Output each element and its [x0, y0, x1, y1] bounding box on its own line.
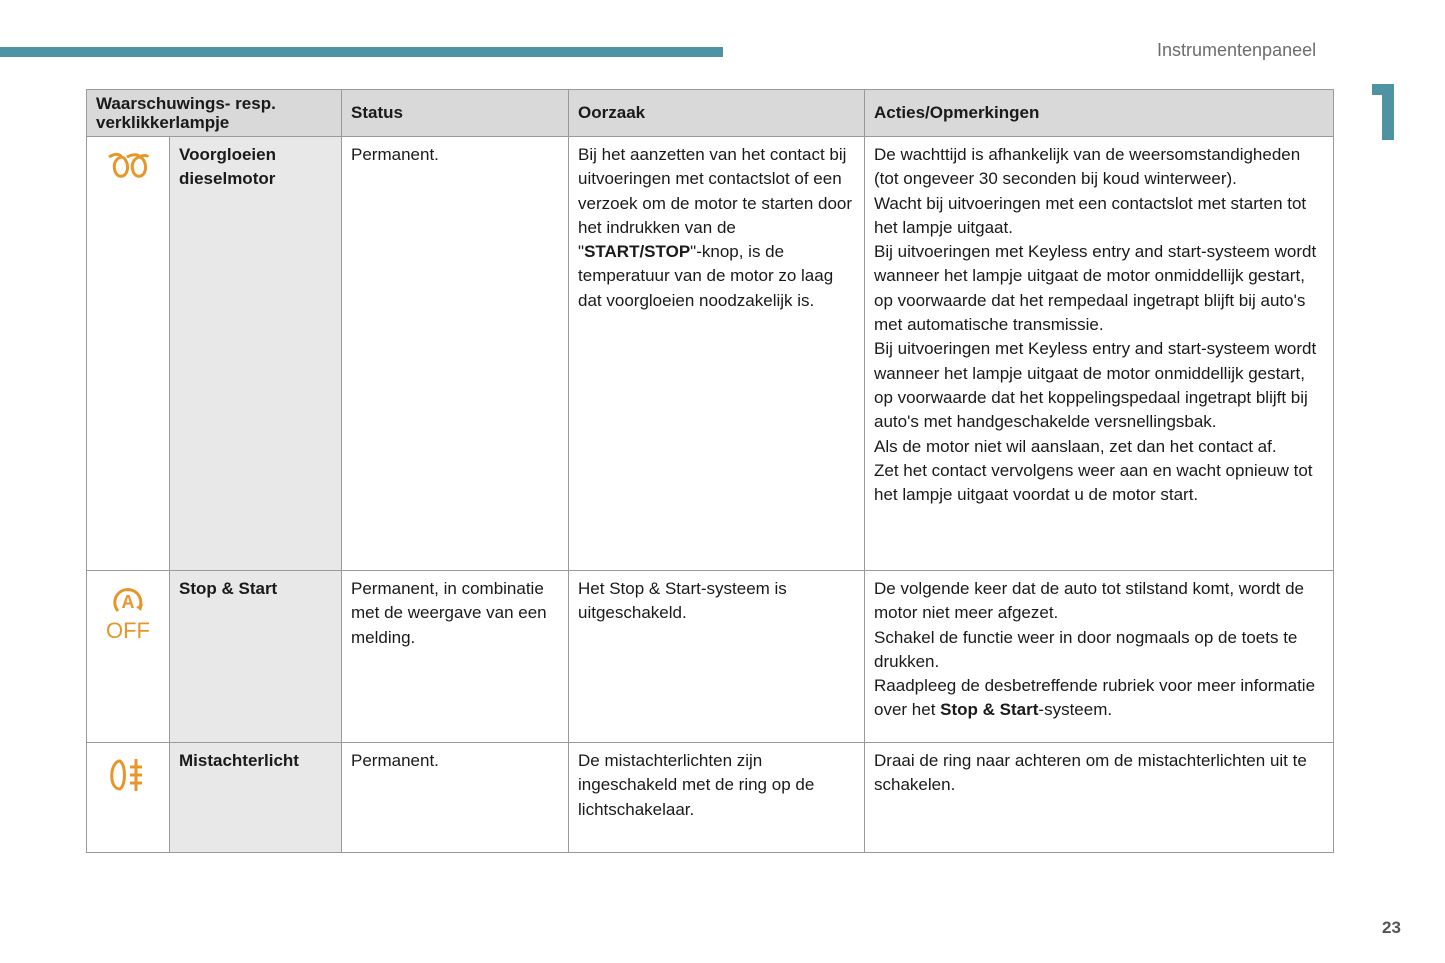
lamp-name: Mistachterlicht: [170, 743, 342, 853]
text-segment: Zet het contact vervolgens weer aan en wacht opnieuw tot het lampje uitgaat voordat u de motor start.: [874, 460, 1313, 505]
column-header-cause: Oorzaak: [569, 90, 865, 137]
svg-text:A: A: [121, 592, 135, 612]
text-segment: De volgende keer dat de auto tot stilstand komt, wordt de motor niet meer afgezet.: [874, 579, 1304, 623]
paragraph: [874, 626, 1324, 675]
paragraph: [351, 749, 559, 773]
stop-start-off-icon: [87, 571, 170, 743]
paragraph: [874, 435, 1324, 459]
lamp-name: Stop & Start: [170, 571, 342, 743]
actions-cell: [865, 743, 1334, 853]
paragraph: [874, 577, 1324, 626]
table-row: [87, 137, 1334, 571]
text-segment: Draai de ring naar achteren om de mistachterlichten uit te schakelen.: [874, 751, 1307, 795]
column-header-status: Status: [342, 90, 569, 137]
paragraph: [874, 674, 1324, 723]
text-segment: Bij het aanzetten van het contact bij uitvoeringen met contactslot of een verzoek om de motor te starten door het indrukken van de ": [578, 145, 853, 262]
lamp-name: Voorgloeien dieselmotor: [170, 137, 342, 571]
warning-lights-table: [86, 89, 1334, 853]
cause-cell: [569, 571, 865, 743]
column-header-lamp: Waarschuwings- resp. verklikkerlampje: [87, 90, 342, 137]
glow-plug-icon: [87, 137, 170, 571]
rear-fog-light-icon: [87, 743, 170, 853]
paragraph: [578, 749, 855, 822]
table-row: [87, 571, 1334, 743]
paragraph: [578, 143, 855, 313]
status-cell: [342, 137, 569, 571]
paragraph: [874, 749, 1324, 798]
text-segment: De mistachterlichten zijn ingeschakeld met de ring op de lichtschakelaar.: [578, 751, 815, 819]
paragraph: [874, 192, 1324, 241]
paragraph: [351, 577, 559, 650]
text-segment: START/STOP: [584, 242, 691, 262]
text-segment: Raadpleeg de desbetreffende rubriek voor meer informatie over het: [874, 676, 1316, 720]
text-segment: Het Stop & Start-systeem is uitgeschakeld.: [578, 579, 787, 623]
actions-cell: [865, 137, 1334, 571]
section-title: Instrumentenpaneel: [1157, 40, 1317, 60]
text-segment: Wacht bij uitvoeringen met een contactslot met starten tot het lampje uitgaat.: [874, 193, 1307, 237]
text-segment: De wachttijd is afhankelijk van de weersomstandigheden (tot ongeveer 30 seconden bij koud winterweer).: [874, 145, 1301, 189]
header-accent-bar: [0, 47, 723, 57]
icon-off-text: OFF: [106, 618, 150, 644]
text-segment: Permanent.: [351, 751, 439, 770]
table-row: [87, 743, 1334, 853]
paragraph: [874, 240, 1324, 337]
column-header-actions: Acties/Opmerkingen: [865, 90, 1334, 137]
page-number: 23: [1382, 918, 1401, 937]
cause-cell: [569, 137, 865, 571]
chapter-number: [1372, 84, 1394, 140]
paragraph: [351, 143, 559, 167]
text-segment: "-knop, is de temperatuur van de motor zo laag dat voorgloeien noodzakelijk is.: [578, 242, 834, 310]
actions-cell: [865, 571, 1334, 743]
cause-cell: [569, 743, 865, 853]
text-segment: Als de motor niet wil aanslaan, zet dan het contact af.: [874, 436, 1277, 456]
table-header-row: [87, 90, 1334, 137]
text-segment: Bij uitvoeringen met Keyless entry and start-systeem wordt wanneer het lampje uitgaat de motor onmiddellijk gestart, op voorwaarde dat het rempedaal ingetrapt blijft bij auto's met automatische transmissie.: [874, 242, 1317, 335]
status-cell: [342, 743, 569, 853]
paragraph: [874, 337, 1324, 434]
text-segment: Permanent.: [351, 145, 439, 164]
paragraph: [874, 459, 1324, 508]
paragraph: [874, 143, 1324, 192]
text-segment: Stop & Start: [940, 700, 1039, 720]
text-segment: -systeem.: [1038, 700, 1113, 720]
text-segment: Permanent, in combinatie met de weergave van een melding.: [351, 579, 547, 647]
text-segment: Bij uitvoeringen met Keyless entry and start-systeem wordt wanneer het lampje uitgaat de motor onmiddellijk gestart, op voorwaarde dat het koppelingspedaal ingetrapt blijft bij auto's met handgeschakelde versnellingsbak.: [874, 339, 1317, 432]
status-cell: [342, 571, 569, 743]
text-segment: Schakel de functie weer in door nogmaals op de toets te drukken.: [874, 627, 1298, 671]
paragraph: [578, 577, 855, 626]
